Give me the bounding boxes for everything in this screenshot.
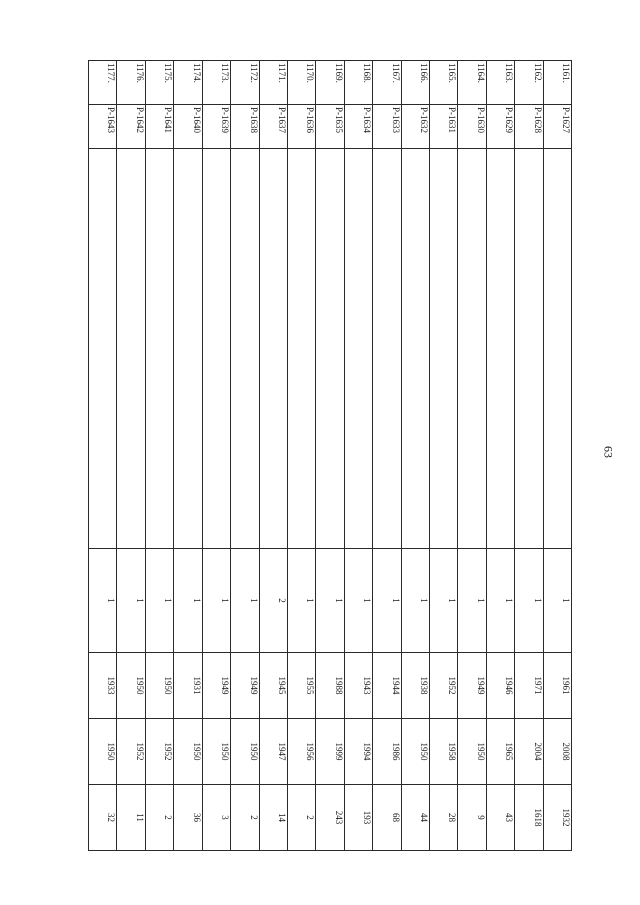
inventory-count-cell: 1 bbox=[287, 549, 315, 653]
inventory-count-cell: 1 bbox=[344, 549, 372, 653]
fond-code-cell: Р-1642 bbox=[117, 105, 145, 149]
end-year-cell: 1986 bbox=[373, 719, 401, 785]
inventory-count-cell: 1 bbox=[429, 549, 457, 653]
inventory-count-cell: 1 bbox=[145, 549, 173, 653]
page-number: 63 bbox=[601, 446, 616, 458]
table-row bbox=[145, 61, 173, 851]
row-number-cell: 1170. bbox=[287, 61, 315, 105]
organization-name-cell bbox=[429, 149, 457, 549]
table-row bbox=[401, 61, 429, 851]
storage-units-cell: 43 bbox=[486, 785, 514, 851]
end-year-cell: 1950 bbox=[202, 719, 230, 785]
start-year-cell: 1955 bbox=[287, 653, 315, 719]
start-year-cell: 1988 bbox=[316, 653, 344, 719]
end-year-cell: 1950 bbox=[231, 719, 259, 785]
organization-name-cell bbox=[486, 149, 514, 549]
row-number-cell: 1177. bbox=[89, 61, 118, 105]
end-year-cell: 2008 bbox=[543, 719, 571, 785]
end-year-cell: 1956 bbox=[287, 719, 315, 785]
storage-units-cell: 243 bbox=[316, 785, 344, 851]
end-year-cell: 1947 bbox=[259, 719, 287, 785]
storage-units-cell: 2 bbox=[231, 785, 259, 851]
organization-name-cell bbox=[231, 149, 259, 549]
storage-units-cell: 9 bbox=[458, 785, 486, 851]
organization-name-cell bbox=[401, 149, 429, 549]
inventory-count-cell: 2 bbox=[259, 549, 287, 653]
organization-name-cell bbox=[259, 149, 287, 549]
start-year-cell: 1944 bbox=[373, 653, 401, 719]
fond-code-cell: Р-1641 bbox=[145, 105, 173, 149]
table-row bbox=[316, 61, 344, 851]
end-year-cell: 1958 bbox=[429, 719, 457, 785]
row-number-cell: 1169. bbox=[316, 61, 344, 105]
end-year-cell: 1999 bbox=[316, 719, 344, 785]
fond-code-cell: Р-1634 bbox=[344, 105, 372, 149]
start-year-cell: 1938 bbox=[401, 653, 429, 719]
fond-code-cell: Р-1636 bbox=[287, 105, 315, 149]
table-frame bbox=[88, 60, 572, 850]
start-year-cell: 1946 bbox=[486, 653, 514, 719]
table-row bbox=[117, 61, 145, 851]
start-year-cell: 1949 bbox=[231, 653, 259, 719]
row-number-cell: 1166. bbox=[401, 61, 429, 105]
table-row bbox=[543, 61, 571, 851]
organization-name-cell bbox=[117, 149, 145, 549]
inventory-count-cell: 1 bbox=[543, 549, 571, 653]
storage-units-cell: 36 bbox=[174, 785, 202, 851]
fond-code-cell: Р-1632 bbox=[401, 105, 429, 149]
fond-code-cell: Р-1631 bbox=[429, 105, 457, 149]
storage-units-cell: 44 bbox=[401, 785, 429, 851]
inventory-count-cell: 1 bbox=[458, 549, 486, 653]
end-year-cell: 2004 bbox=[515, 719, 543, 785]
inventory-count-cell: 1 bbox=[486, 549, 514, 653]
fond-code-cell: Р-1638 bbox=[231, 105, 259, 149]
table-row bbox=[486, 61, 514, 851]
fond-code-cell: Р-1629 bbox=[486, 105, 514, 149]
inventory-count-cell: 1 bbox=[117, 549, 145, 653]
end-year-cell: 1950 bbox=[401, 719, 429, 785]
table-row bbox=[202, 61, 230, 851]
table-row bbox=[344, 61, 372, 851]
fond-code-cell: Р-1640 bbox=[174, 105, 202, 149]
row-number-cell: 1167. bbox=[373, 61, 401, 105]
fond-code-cell: Р-1633 bbox=[373, 105, 401, 149]
inventory-count-cell: 1 bbox=[89, 549, 118, 653]
organization-name-cell bbox=[174, 149, 202, 549]
row-number-cell: 1176. bbox=[117, 61, 145, 105]
fond-code-cell: Р-1637 bbox=[259, 105, 287, 149]
end-year-cell: 1965 bbox=[486, 719, 514, 785]
table-row bbox=[373, 61, 401, 851]
row-number-cell: 1162. bbox=[515, 61, 543, 105]
end-year-cell: 1952 bbox=[117, 719, 145, 785]
storage-units-cell: 11 bbox=[117, 785, 145, 851]
storage-units-cell: 32 bbox=[89, 785, 118, 851]
start-year-cell: 1971 bbox=[515, 653, 543, 719]
organization-name-cell bbox=[316, 149, 344, 549]
fond-code-cell: Р-1639 bbox=[202, 105, 230, 149]
organization-name-cell bbox=[89, 149, 118, 549]
organization-name-cell bbox=[458, 149, 486, 549]
inventory-count-cell: 1 bbox=[174, 549, 202, 653]
table-row bbox=[259, 61, 287, 851]
storage-units-cell: 1618 bbox=[515, 785, 543, 851]
organization-name-cell bbox=[515, 149, 543, 549]
archive-fonds-table bbox=[88, 60, 572, 851]
start-year-cell: 1943 bbox=[344, 653, 372, 719]
row-number-cell: 1168. bbox=[344, 61, 372, 105]
end-year-cell: 1994 bbox=[344, 719, 372, 785]
start-year-cell: 1961 bbox=[543, 653, 571, 719]
start-year-cell: 1950 bbox=[145, 653, 173, 719]
storage-units-cell: 68 bbox=[373, 785, 401, 851]
row-number-cell: 1173. bbox=[202, 61, 230, 105]
organization-name-cell bbox=[145, 149, 173, 549]
storage-units-cell: 14 bbox=[259, 785, 287, 851]
organization-name-cell bbox=[287, 149, 315, 549]
organization-name-cell bbox=[543, 149, 571, 549]
table-row bbox=[515, 61, 543, 851]
table-row bbox=[429, 61, 457, 851]
table-row bbox=[89, 61, 118, 851]
storage-units-cell: 2 bbox=[287, 785, 315, 851]
fond-code-cell: Р-1643 bbox=[89, 105, 118, 149]
storage-units-cell: 3 bbox=[202, 785, 230, 851]
row-number-cell: 1163. bbox=[486, 61, 514, 105]
table-body bbox=[89, 61, 572, 851]
row-number-cell: 1172. bbox=[231, 61, 259, 105]
table-row bbox=[174, 61, 202, 851]
table-row bbox=[231, 61, 259, 851]
row-number-cell: 1175. bbox=[145, 61, 173, 105]
fond-code-cell: Р-1635 bbox=[316, 105, 344, 149]
fond-code-cell: Р-1630 bbox=[458, 105, 486, 149]
row-number-cell: 1174. bbox=[174, 61, 202, 105]
start-year-cell: 1931 bbox=[174, 653, 202, 719]
organization-name-cell bbox=[373, 149, 401, 549]
organization-name-cell bbox=[202, 149, 230, 549]
start-year-cell: 1949 bbox=[458, 653, 486, 719]
end-year-cell: 1950 bbox=[174, 719, 202, 785]
rotated-table-wrapper bbox=[88, 60, 572, 850]
end-year-cell: 1950 bbox=[89, 719, 118, 785]
start-year-cell: 1945 bbox=[259, 653, 287, 719]
table-row bbox=[458, 61, 486, 851]
row-number-cell: 1171. bbox=[259, 61, 287, 105]
storage-units-cell: 28 bbox=[429, 785, 457, 851]
inventory-count-cell: 1 bbox=[401, 549, 429, 653]
table-row bbox=[287, 61, 315, 851]
inventory-count-cell: 1 bbox=[316, 549, 344, 653]
inventory-count-cell: 1 bbox=[515, 549, 543, 653]
organization-name-cell bbox=[344, 149, 372, 549]
storage-units-cell: 193 bbox=[344, 785, 372, 851]
row-number-cell: 1161. bbox=[543, 61, 571, 105]
fond-code-cell: Р-1627 bbox=[543, 105, 571, 149]
storage-units-cell: 1932 bbox=[543, 785, 571, 851]
storage-units-cell: 2 bbox=[145, 785, 173, 851]
fond-code-cell: Р-1628 bbox=[515, 105, 543, 149]
start-year-cell: 1950 bbox=[117, 653, 145, 719]
end-year-cell: 1950 bbox=[458, 719, 486, 785]
row-number-cell: 1165. bbox=[429, 61, 457, 105]
start-year-cell: 1933 bbox=[89, 653, 118, 719]
inventory-count-cell: 1 bbox=[231, 549, 259, 653]
inventory-count-cell: 1 bbox=[202, 549, 230, 653]
start-year-cell: 1949 bbox=[202, 653, 230, 719]
row-number-cell: 1164. bbox=[458, 61, 486, 105]
end-year-cell: 1952 bbox=[145, 719, 173, 785]
inventory-count-cell: 1 bbox=[373, 549, 401, 653]
start-year-cell: 1952 bbox=[429, 653, 457, 719]
